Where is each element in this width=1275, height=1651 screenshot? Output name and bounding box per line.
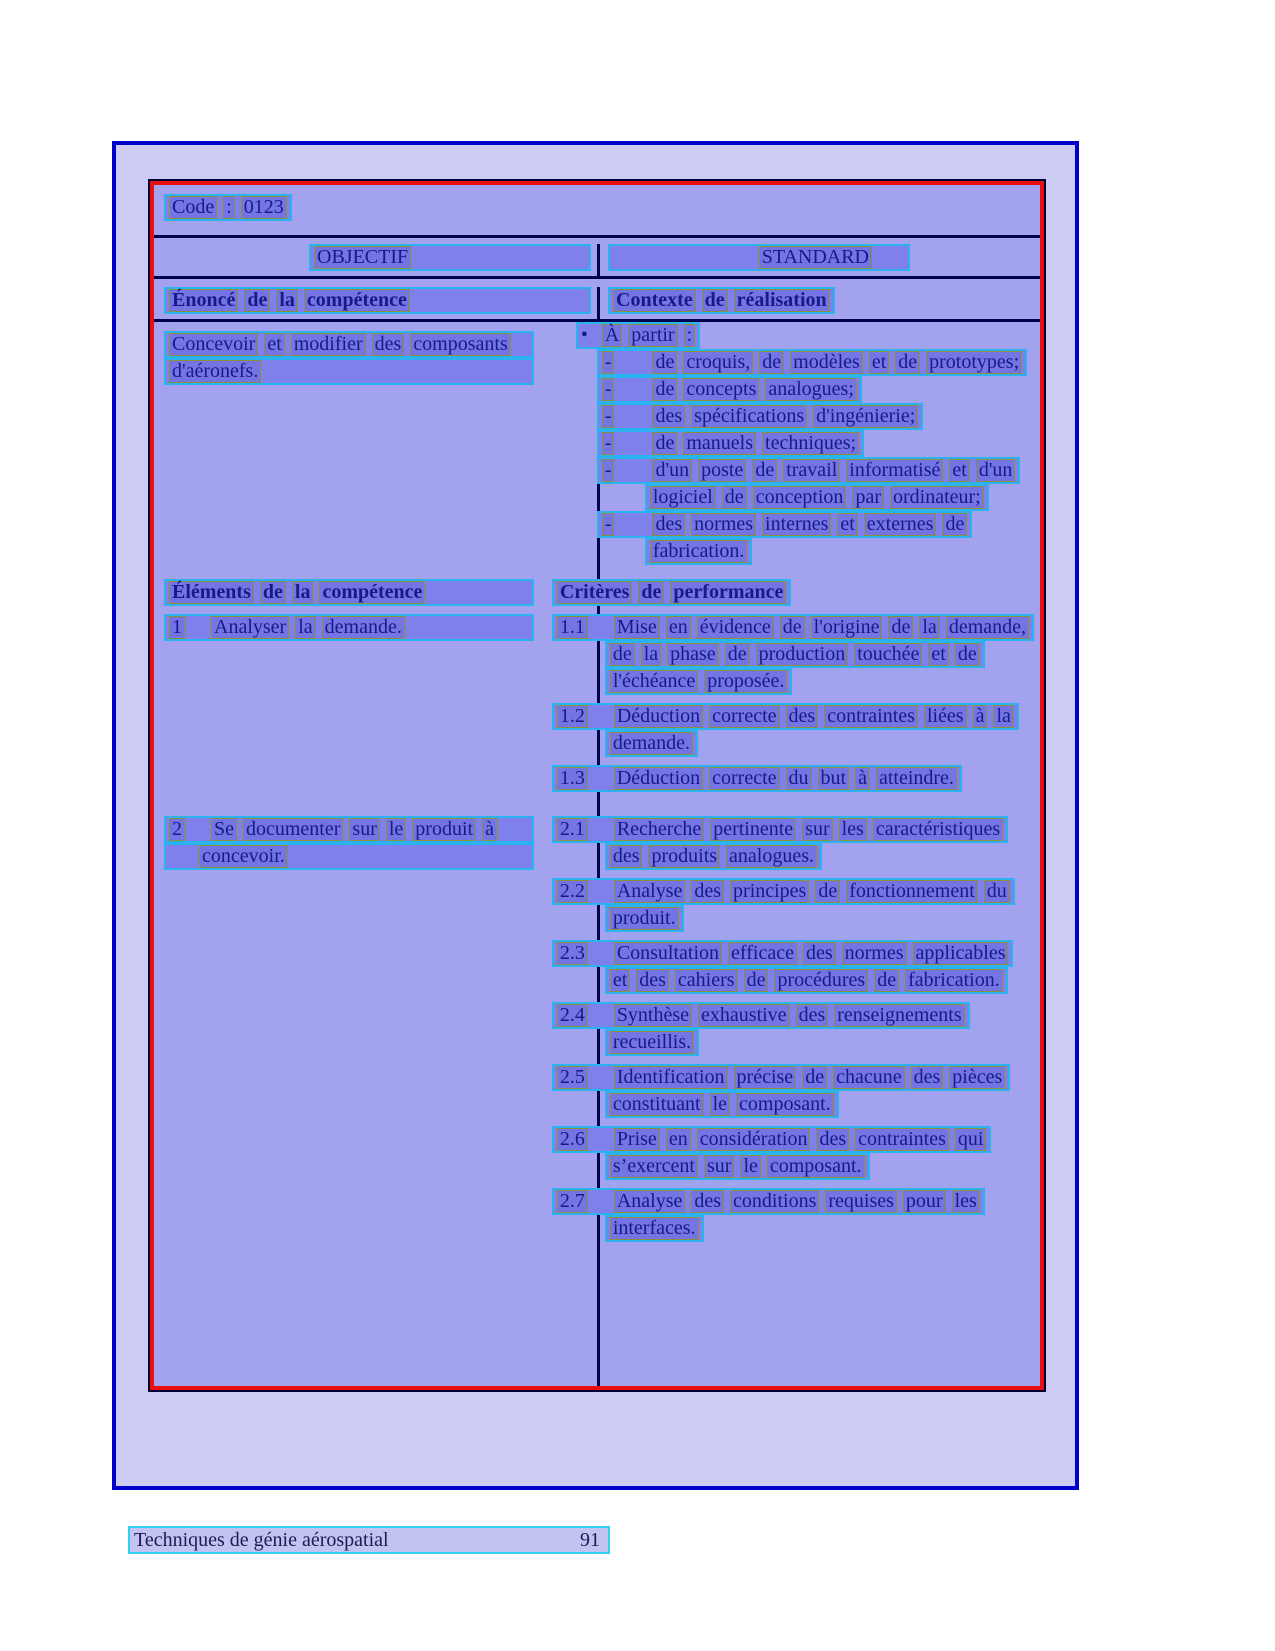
word-box: prototypes; [926, 351, 1022, 374]
word-box: du [984, 880, 1010, 903]
word-box: modifier [291, 333, 366, 356]
dash-marker: - [602, 405, 615, 428]
word-box: de [610, 643, 635, 666]
word-box: des [610, 845, 643, 868]
text-line [597, 403, 923, 430]
numbered-item [164, 816, 534, 870]
filler-right [542, 1250, 1040, 1386]
word-box: la [993, 705, 1013, 728]
word-box: Consultation [614, 942, 722, 965]
objectif-cell [154, 244, 597, 276]
word-box: le [740, 1155, 760, 1178]
word-box: en [666, 616, 691, 639]
numbered-item [552, 1064, 1034, 1118]
word-box: de [702, 289, 728, 312]
word-box: phase [667, 643, 719, 666]
enonce-cell [154, 322, 542, 565]
word-box: sur [802, 818, 832, 841]
word-box: de [725, 643, 750, 666]
word-box: analogues; [765, 378, 857, 401]
word-box: ordinateur; [890, 486, 984, 509]
word-box: informatisé [846, 459, 943, 482]
enonce-header-cell [154, 287, 597, 319]
standard-line [608, 244, 910, 271]
criteres-header-line [552, 579, 792, 606]
word-box: Énoncé [169, 289, 238, 312]
word-box: compétence [319, 581, 425, 604]
word-box: contraintes [855, 1128, 949, 1151]
word-box: chacune [833, 1066, 905, 1089]
text-line [605, 1215, 704, 1242]
word-box: interfaces. [610, 1217, 699, 1240]
word-box: de [260, 581, 286, 604]
text-line [597, 430, 864, 457]
text-line [552, 940, 1014, 967]
word-box: travail [783, 459, 840, 482]
word-box: pièces [949, 1066, 1005, 1089]
word-box: la [292, 581, 314, 604]
word-box: le [710, 1093, 730, 1116]
word-box: performance [670, 581, 786, 604]
word-box: Synthèse [614, 1004, 692, 1027]
word-box: conception [753, 486, 847, 509]
word-box: Code [169, 196, 217, 219]
word-box: Contexte [613, 289, 696, 312]
filler-left [154, 1250, 542, 1386]
word-box: principes [730, 880, 809, 903]
word-box: produit. [610, 907, 679, 930]
text-line [552, 816, 1008, 843]
word-box: fonctionnement [846, 880, 978, 903]
word-box: de [652, 378, 677, 401]
word-box: le [386, 818, 406, 841]
word-box: pour [903, 1190, 946, 1213]
word-box: par [852, 486, 884, 509]
word-box: composants [410, 333, 510, 356]
word-box: concepts [683, 378, 759, 401]
word-box: de [874, 969, 899, 992]
table-body [154, 322, 1040, 1386]
word-box: de [652, 351, 677, 374]
word-box: et [264, 333, 284, 356]
text-line [597, 511, 973, 538]
word-box: à [973, 705, 988, 728]
text-line [605, 967, 1008, 994]
word-box: des [691, 1190, 724, 1213]
text-line [552, 703, 1019, 730]
contexte-header-line [608, 287, 835, 314]
subheader-row [154, 279, 1040, 322]
word-box: évidence [697, 616, 774, 639]
word-box: liées [924, 705, 967, 728]
word-box: cahiers [675, 969, 738, 992]
word-box: efficace [728, 942, 797, 965]
word-box: requises [825, 1190, 897, 1213]
text-line [552, 1126, 992, 1153]
competency-table [148, 179, 1046, 1392]
word-box: touchée [854, 643, 922, 666]
criteres-header-cell [542, 579, 1040, 606]
contexte-header-cell [597, 287, 1040, 319]
word-box: s’exercent [610, 1155, 698, 1178]
word-box: de [815, 880, 840, 903]
word-box: à [482, 818, 497, 841]
word-box: et [928, 643, 948, 666]
word-box: : [223, 196, 235, 219]
word-box: Prise [614, 1128, 660, 1151]
word-box: d'un [652, 459, 692, 482]
text-line [605, 843, 822, 870]
word-box: logiciel [650, 486, 716, 509]
word-box: la [641, 643, 661, 666]
word-box: des [786, 705, 819, 728]
column-header-row [154, 238, 1040, 279]
numbered-item [552, 1002, 1034, 1056]
word-box: modèles [790, 351, 863, 374]
word-box: procédures [774, 969, 868, 992]
footer-page-number: 91 [580, 1528, 600, 1551]
bullet-line [576, 322, 700, 349]
word-box: de [895, 351, 920, 374]
word-box: réalisation [734, 289, 830, 312]
item-number: 2.5 [557, 1066, 588, 1089]
item-number: 2.2 [557, 880, 588, 903]
word-box: but [818, 767, 850, 790]
elements-header-cell [154, 579, 542, 606]
footer-title: Techniques de génie aérospatial [134, 1528, 389, 1551]
word-box: du [786, 767, 812, 790]
word-box: Se [211, 818, 237, 841]
word-box: et [610, 969, 630, 992]
dash-marker: - [602, 351, 615, 374]
word-box: partir [628, 324, 677, 347]
word-box: applicables [913, 942, 1009, 965]
criteres-2-cell [542, 816, 1040, 1250]
word-box: des [803, 942, 836, 965]
word-box: : [684, 324, 696, 347]
word-box: sur [349, 818, 379, 841]
word-box: exhaustive [698, 1004, 790, 1027]
word-box: de [802, 1066, 827, 1089]
contexte-items [552, 349, 1034, 565]
word-box: conditions [730, 1190, 819, 1213]
objectif-line [309, 244, 591, 271]
word-box: caractéristiques [873, 818, 1003, 841]
word-box: d'aéronefs. [169, 360, 261, 383]
word-box: correcte [709, 767, 779, 790]
numbered-item [552, 878, 1034, 932]
word-box: et [949, 459, 969, 482]
word-box: pertinente [710, 818, 796, 841]
element-2-cell [154, 816, 542, 1250]
word-box: la [276, 289, 298, 312]
word-box: Concevoir [169, 333, 258, 356]
text-line [164, 614, 534, 641]
bullet-icon: • [580, 324, 588, 346]
word-box: normes [691, 513, 756, 536]
text-line [552, 614, 1034, 641]
word-box: de [744, 969, 769, 992]
word-box: et [837, 513, 857, 536]
numbered-item [552, 703, 1034, 757]
word-box: considération [697, 1128, 811, 1151]
text-line [645, 538, 753, 565]
contexte-cell [542, 322, 1040, 565]
item-number: 2.7 [557, 1190, 588, 1213]
word-box: normes [842, 942, 907, 965]
text-line [605, 1029, 699, 1056]
word-box: de [942, 513, 967, 536]
word-box: de [955, 643, 980, 666]
item-number: 2 [169, 818, 185, 841]
text-line [552, 1188, 985, 1215]
standard-label: STANDARD [759, 246, 872, 269]
word-box: produits [648, 845, 720, 868]
text-line [605, 668, 793, 695]
dash-marker: - [602, 459, 615, 482]
word-box: documenter [243, 818, 343, 841]
text-line [605, 1153, 870, 1180]
word-box: fabrication. [905, 969, 1003, 992]
word-box: Identification [614, 1066, 728, 1089]
word-box: concevoir. [199, 845, 288, 868]
code-row [154, 185, 1040, 238]
word-box: Déduction [614, 767, 703, 790]
code-line [164, 194, 292, 221]
text-line [605, 730, 698, 757]
numbered-item [552, 1126, 1034, 1180]
word-box: 0123 [241, 196, 287, 219]
word-box: les [952, 1190, 980, 1213]
enonce-header-line [164, 287, 591, 314]
text-line [605, 641, 985, 668]
dash-marker: - [602, 432, 615, 455]
word-box: produit [412, 818, 476, 841]
item-number: 2.4 [557, 1004, 588, 1027]
objectif-label: OBJECTIF [314, 246, 411, 269]
numbered-item [552, 765, 1034, 792]
text-line [552, 765, 962, 792]
item-number: 2.3 [557, 942, 588, 965]
text-line [552, 1064, 1010, 1091]
item-number: 2.6 [557, 1128, 588, 1151]
word-box: sur [704, 1155, 734, 1178]
word-box: Analyse [614, 1190, 686, 1213]
word-box: à [855, 767, 870, 790]
word-box: les [839, 818, 867, 841]
criteres-1-cell [542, 614, 1040, 800]
numbered-item [164, 614, 534, 641]
word-box: compétence [304, 289, 410, 312]
text-line [164, 816, 534, 843]
item-number: 1 [169, 616, 185, 639]
text-line [552, 1002, 970, 1029]
word-box: des [691, 880, 724, 903]
word-box: des [796, 1004, 829, 1027]
word-box: de [722, 486, 747, 509]
text-line [645, 484, 989, 511]
word-box: d'ingénierie; [813, 405, 918, 428]
word-box: demande, [946, 616, 1029, 639]
word-box: À [602, 324, 622, 347]
competency-table-inner [150, 181, 1044, 1390]
word-box: manuels [683, 432, 756, 455]
word-box: et [869, 351, 889, 374]
word-box: renseignements [834, 1004, 964, 1027]
word-box: fabrication. [650, 540, 748, 563]
word-box: spécifications [691, 405, 807, 428]
word-box: Critères [557, 581, 633, 604]
word-box: en [666, 1128, 691, 1151]
word-box: proposée. [704, 670, 787, 693]
word-box: composant. [767, 1155, 865, 1178]
word-box: Analyser [211, 616, 289, 639]
word-box: demande. [610, 732, 693, 755]
word-box: de [759, 351, 784, 374]
word-box: des [652, 513, 685, 536]
word-box: demande. [322, 616, 405, 639]
word-box: Éléments [169, 581, 254, 604]
word-box: techniques; [762, 432, 859, 455]
elements-header-line [164, 579, 534, 606]
word-box: des [816, 1128, 849, 1151]
word-box: poste [698, 459, 746, 482]
word-box: la [919, 616, 939, 639]
numbered-item [552, 614, 1034, 695]
word-box: des [652, 405, 685, 428]
word-box: Mise [614, 616, 660, 639]
word-box: de [652, 432, 677, 455]
enonce-line-1 [164, 331, 534, 358]
word-box: de [888, 616, 913, 639]
word-box: externes [864, 513, 937, 536]
word-box: l'échéance [610, 670, 698, 693]
word-box: d'un [976, 459, 1016, 482]
enonce-line-2 [164, 358, 534, 385]
word-box: Analyse [614, 880, 686, 903]
standard-cell [597, 244, 1040, 276]
word-box: internes [762, 513, 831, 536]
numbered-item [552, 1188, 1034, 1242]
word-box: des [636, 969, 669, 992]
word-box: de [752, 459, 777, 482]
word-box: de [780, 616, 805, 639]
item-number: 1.3 [557, 767, 588, 790]
element-1-cell [154, 614, 542, 800]
word-box: Recherche [614, 818, 704, 841]
word-box: des [372, 333, 405, 356]
word-box: croquis, [683, 351, 753, 374]
dash-marker: - [602, 513, 615, 536]
text-line [597, 349, 1027, 376]
word-box: correcte [709, 705, 779, 728]
word-box: analogues. [726, 845, 817, 868]
word-box: qui [955, 1128, 987, 1151]
word-box: la [295, 616, 315, 639]
item-number: 1.1 [557, 616, 588, 639]
text-line [597, 457, 1021, 484]
word-box: recueillis. [610, 1031, 694, 1054]
word-box: contraintes [824, 705, 918, 728]
text-line [605, 1091, 839, 1118]
word-box: de [244, 289, 270, 312]
word-box: atteindre. [876, 767, 957, 790]
word-box: de [638, 581, 664, 604]
word-box: l'origine [811, 616, 883, 639]
word-box: constituant [610, 1093, 704, 1116]
item-number: 2.1 [557, 818, 588, 841]
word-box: des [911, 1066, 944, 1089]
numbered-item [552, 940, 1034, 994]
page-panel [112, 141, 1079, 1490]
text-line [597, 376, 862, 403]
word-box: Déduction [614, 705, 703, 728]
word-box: composant. [736, 1093, 834, 1116]
word-box: production [756, 643, 849, 666]
text-line [605, 905, 684, 932]
word-box: précise [734, 1066, 797, 1089]
dash-marker: - [602, 378, 615, 401]
item-number: 1.2 [557, 705, 588, 728]
footer-bar [128, 1526, 610, 1554]
numbered-item [552, 816, 1034, 870]
text-line [164, 843, 534, 870]
text-line [552, 878, 1015, 905]
